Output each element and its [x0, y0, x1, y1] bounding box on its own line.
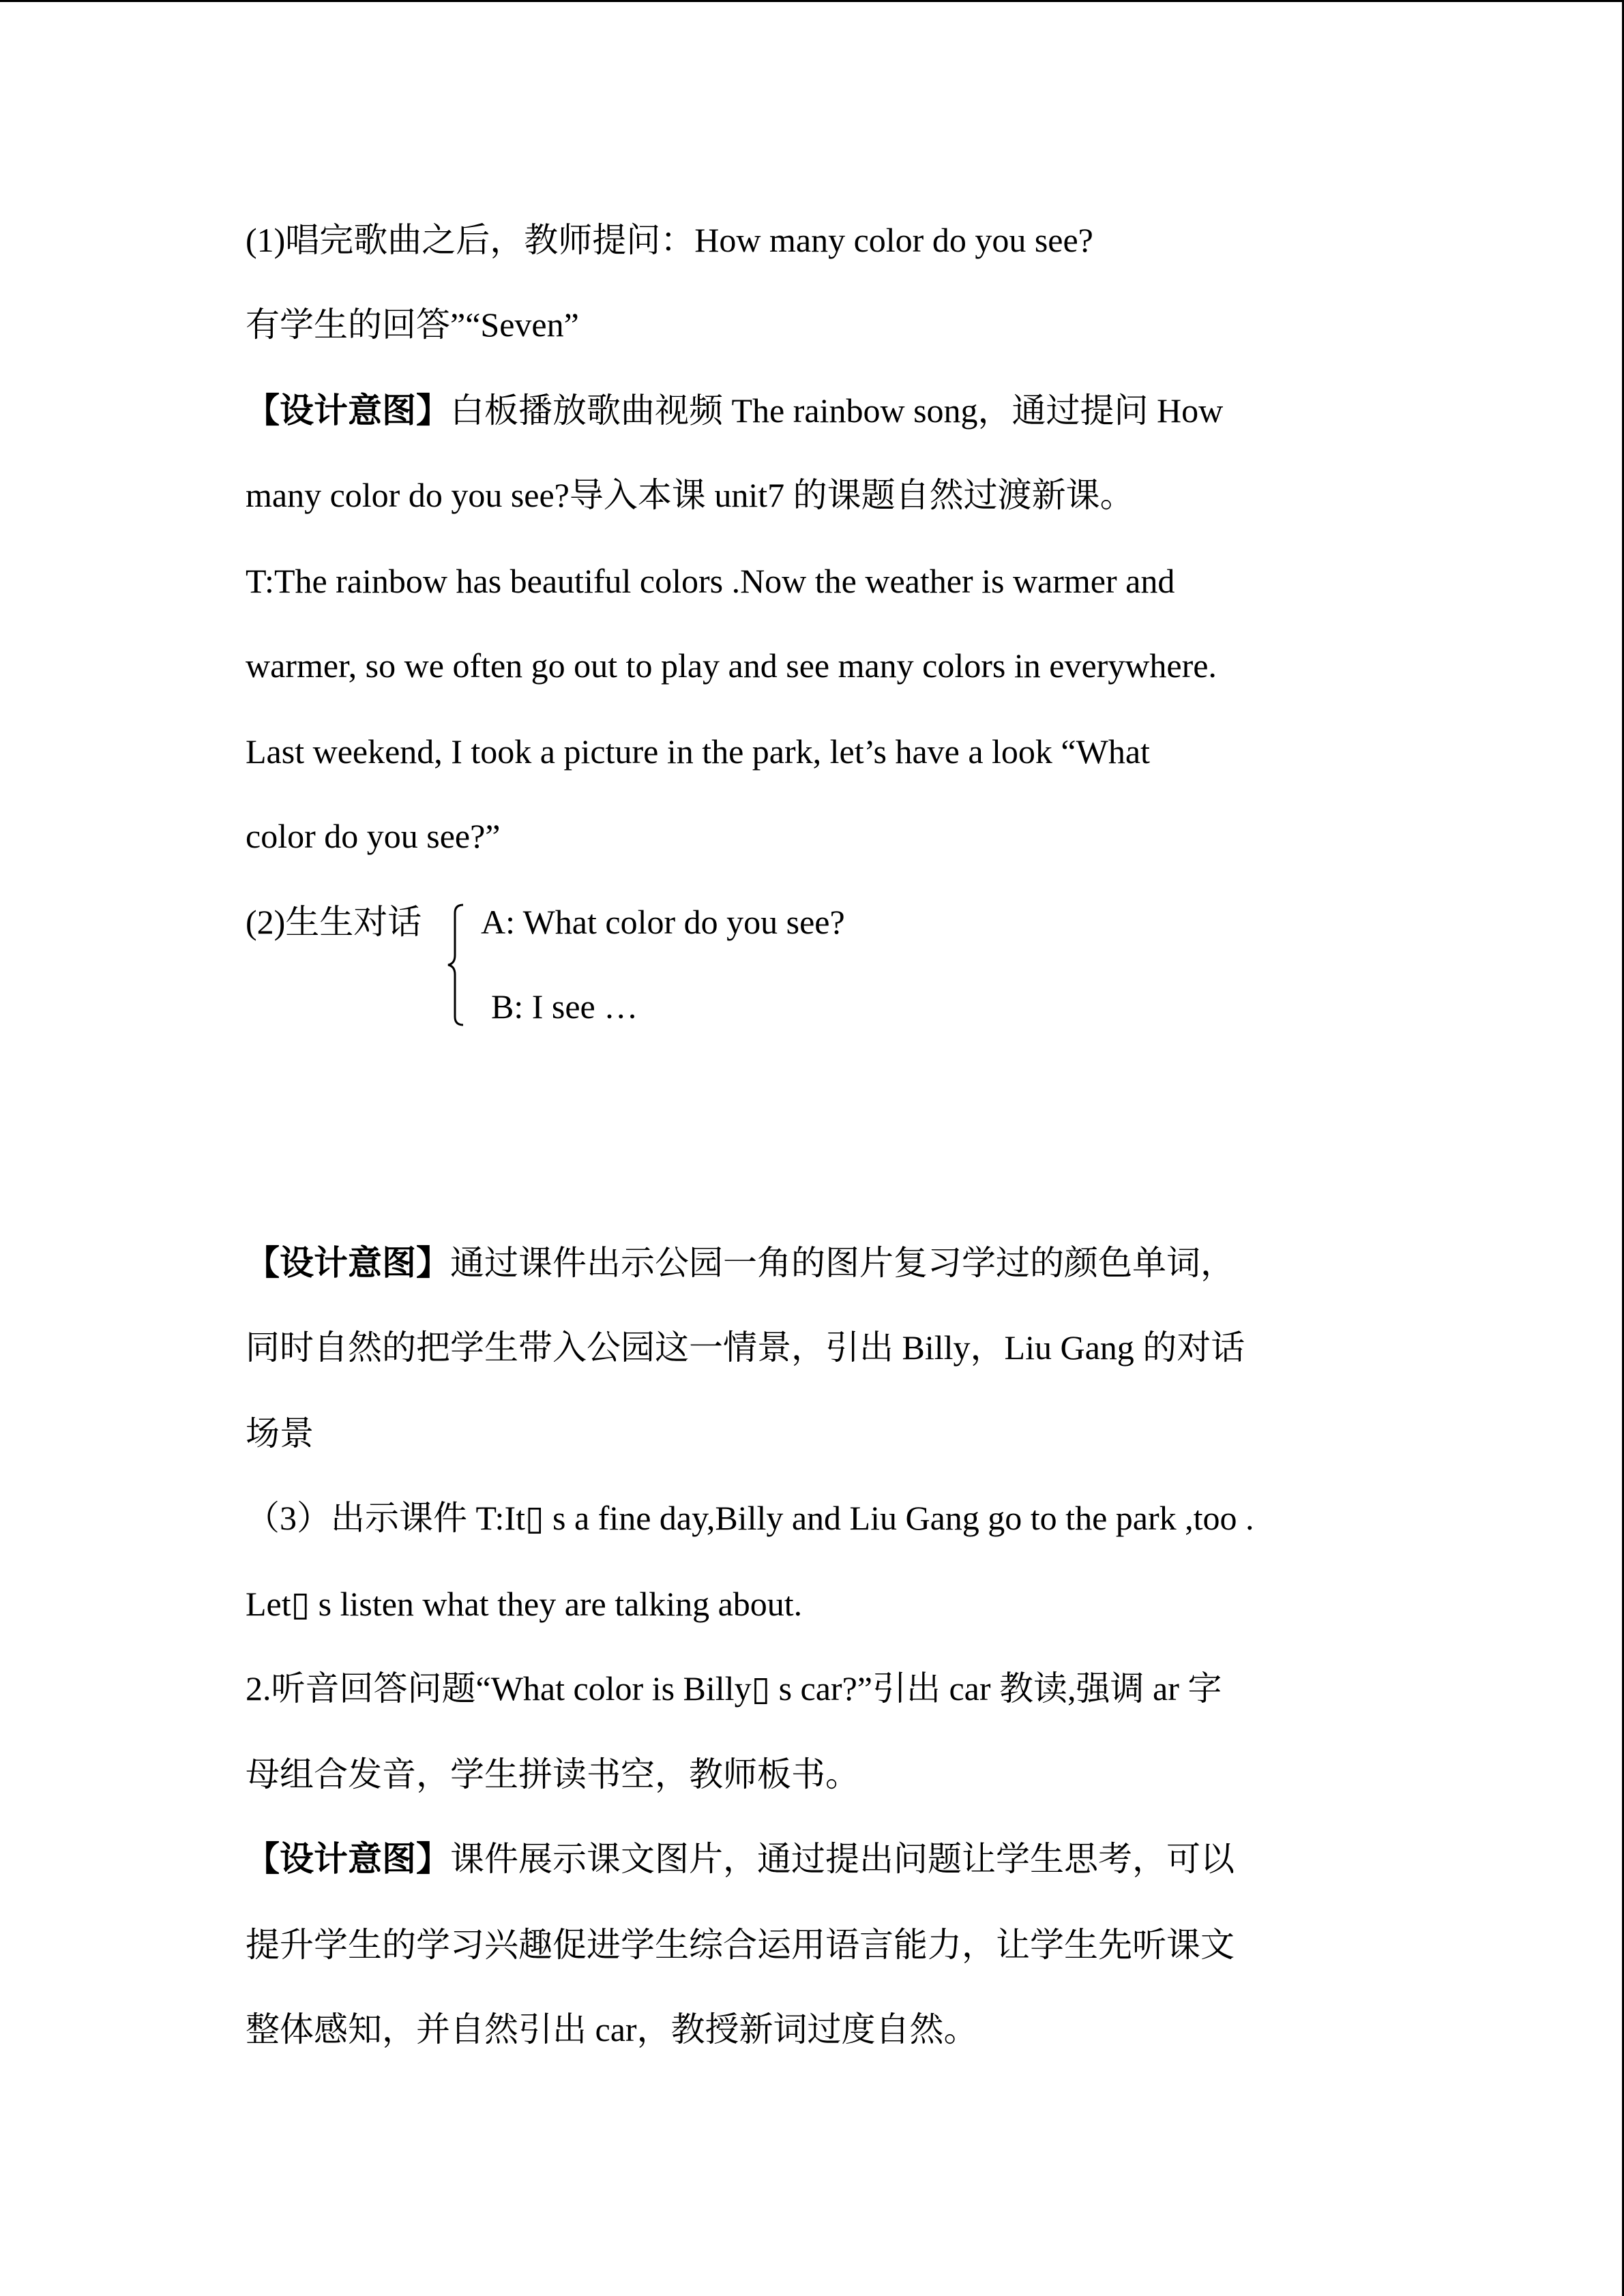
design-intent-2-line-1: [246, 1242, 1235, 1283]
design-intent-1-line-2: many color do you see?导入本课 unit7 的课题自然过渡新课。: [246, 476, 1134, 514]
teacher-line-2: warmer, so we often go out to play and see many colors in everywhere.: [246, 646, 1217, 685]
design-intent-label: 【设计意图】: [246, 1840, 450, 1878]
listening-task-line-2: 母组合发音，学生拼读书空，教师板书。: [246, 1755, 859, 1793]
design-intent-2-line-2: 同时自然的把学生带入公园这一情景，引出 Billy，Liu Gang 的对话: [246, 1328, 1245, 1367]
design-intent-text: 课件展示课文图片，通过提出问题让学生思考，可以: [450, 1840, 1235, 1878]
design-intent-label: 【设计意图】: [246, 1244, 450, 1282]
teacher-line-4: color do you see?”: [246, 817, 501, 855]
design-intent-text: 白板播放歌曲视频 The rainbow song，通过提问 How: [450, 391, 1224, 430]
top-border-line: [0, 0, 1624, 2]
left-brace-icon: [447, 904, 467, 1026]
design-intent-3-line-1: [246, 1838, 1235, 1879]
listening-task-line-1: 2.听音回答问题“What color is Billy▯ s car?”引出 car 教读,强调 ar 字: [246, 1669, 1222, 1708]
dialogue-line-a: A: What color do you see?: [481, 903, 845, 941]
paragraph-question: (1)唱完歌曲之后，教师提问：How many color do you see?: [246, 221, 1093, 259]
teacher-line-3: Last weekend, I took a picture in the park, let’s have a look “What: [246, 732, 1150, 771]
pair-dialogue-heading: (2)生生对话: [246, 903, 422, 941]
teacher-line-1: T:The rainbow has beautiful colors .Now the weather is warmer and: [246, 562, 1175, 600]
dialogue-line-b: B: I see …: [491, 987, 638, 1026]
design-intent-label: 【设计意图】: [246, 391, 450, 430]
paragraph-answer: 有学生的回答”“Seven”: [246, 305, 579, 344]
design-intent-3-line-2: 提升学生的学习兴趣促进学生综合运用语言能力，让学生先听课文: [246, 1926, 1235, 1964]
design-intent-text: 通过课件出示公园一角的图片复习学过的颜色单词，: [450, 1244, 1235, 1282]
design-intent-1-line-1: [246, 390, 1223, 431]
step-3-line-2: Let▯ s listen what they are talking about.: [246, 1585, 803, 1623]
design-intent-2-line-3: 场景: [246, 1414, 314, 1452]
step-3-line-1: （3）出示课件 T:It▯ s a fine day,Billy and Liu Gang go to the park ,too .: [246, 1499, 1254, 1537]
design-intent-3-line-3: 整体感知，并自然引出 car，教授新词过度自然。: [246, 2010, 978, 2048]
